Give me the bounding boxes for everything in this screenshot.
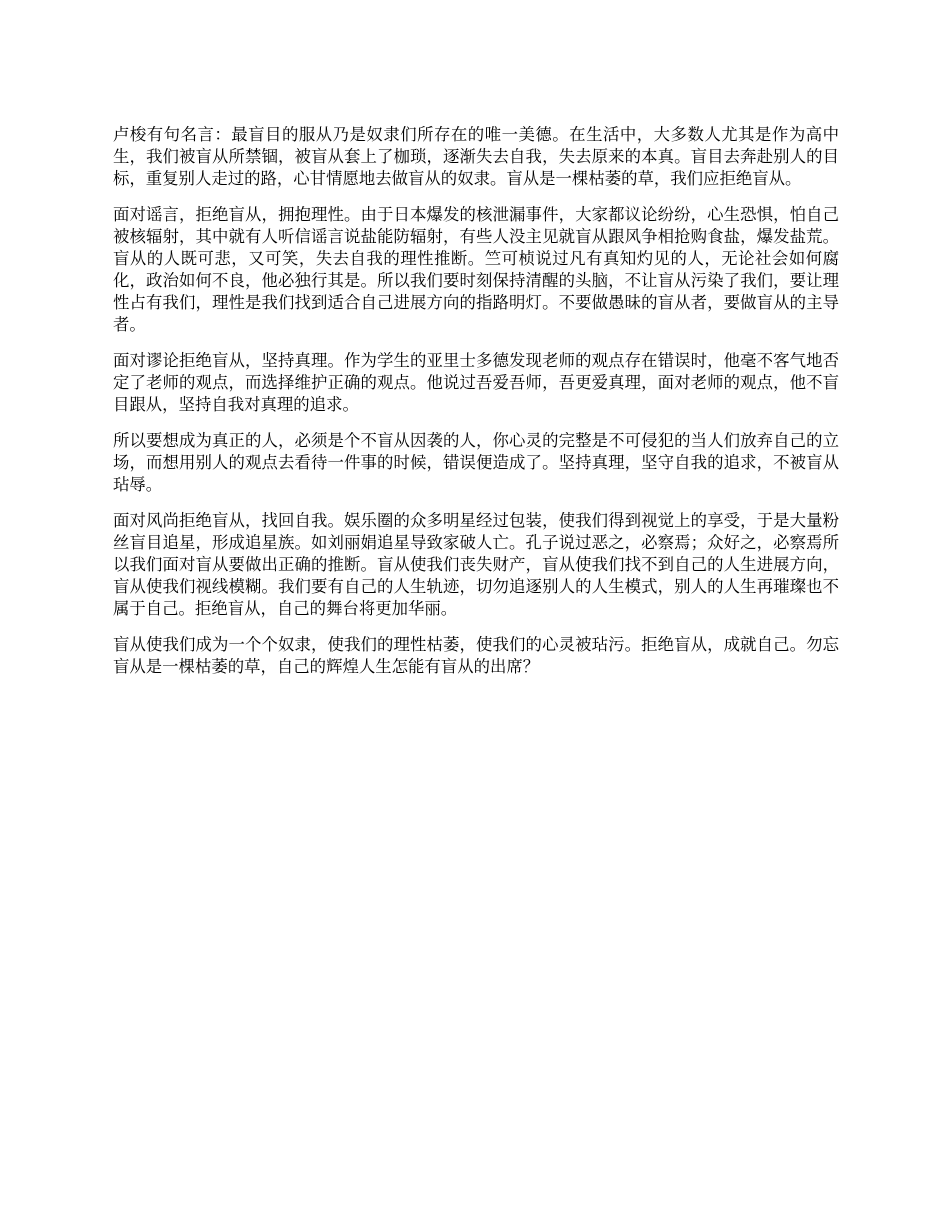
paragraph-4: 所以要想成为真正的人，必须是个不盲从因袭的人，你心灵的完整是不可侵犯的当人们放弃自己的立场，而想用别人的观点去看待一件事的时候，错误便造成了。坚持真理，坚守自我的追求，不被盲从玷辱。 bbox=[113, 431, 839, 494]
paragraph-3: 面对谬论拒绝盲从，坚持真理。作为学生的亚里士多德发现老师的观点存在错误时，他毫不客气地否定了老师的观点，而选择维护正确的观点。他说过吾爱吾师，吾更爱真理，面对老师的观点，他不盲目跟从，坚持自我对真理的追求。 bbox=[113, 351, 839, 414]
paragraph-6: 盲从使我们成为一个个奴隶，使我们的理性枯萎，使我们的心灵被玷污。拒绝盲从，成就自己。勿忘盲从是一棵枯萎的草，自己的辉煌人生怎能有盲从的出席？ bbox=[113, 635, 839, 676]
paragraph-1: 卢梭有句名言：最盲目的服从乃是奴隶们所存在的唯一美德。在生活中，大多数人尤其是作为高中生，我们被盲从所禁锢，被盲从套上了枷琐，逐渐失去自我，失去原来的本真。盲目去奔赴别人的目标，重复别人走过的路，心甘情愿地去做盲从的奴隶。盲从是一棵枯萎的草，我们应拒绝盲从。 bbox=[113, 125, 839, 188]
paragraph-5: 面对风尚拒绝盲从，找回自我。娱乐圈的众多明星经过包装，使我们得到视觉上的享受，于是大量粉丝盲目追星，形成追星族。如刘丽娟追星导致家破人亡。孔子说过恶之，必察焉；众好之，必察焉所以我们面对盲从要做出正确的推断。盲从使我们丧失财产，盲从使我们找不到自己的人生进展方向，盲从使我们视线模糊。我们要有自己的人生轨迹，切勿追逐别人的人生模式，别人的人生再璀璨也不属于自己。拒绝盲从，自己的舞台将更加华丽。 bbox=[113, 511, 839, 618]
document-body bbox=[113, 124, 839, 692]
paragraph-2: 面对谣言，拒绝盲从，拥抱理性。由于日本爆发的核泄漏事件，大家都议论纷纷，心生恐惧，怕自己被核辐射，其中就有人听信谣言说盐能防辐射，有些人没主见就盲从跟风争相抢购食盐，爆发盐荒。盲从的人既可悲，又可笑，失去自我的理性推断。竺可桢说过凡有真知灼见的人，无论社会如何腐化，政治如何不良，他必独行其是。所以我们要时刻保持清醒的头脑，不让盲从污染了我们，要让理性占有我们，理性是我们找到适合自己进展方向的指路明灯。不要做愚昧的盲从者，要做盲从的主导者。 bbox=[113, 205, 839, 334]
